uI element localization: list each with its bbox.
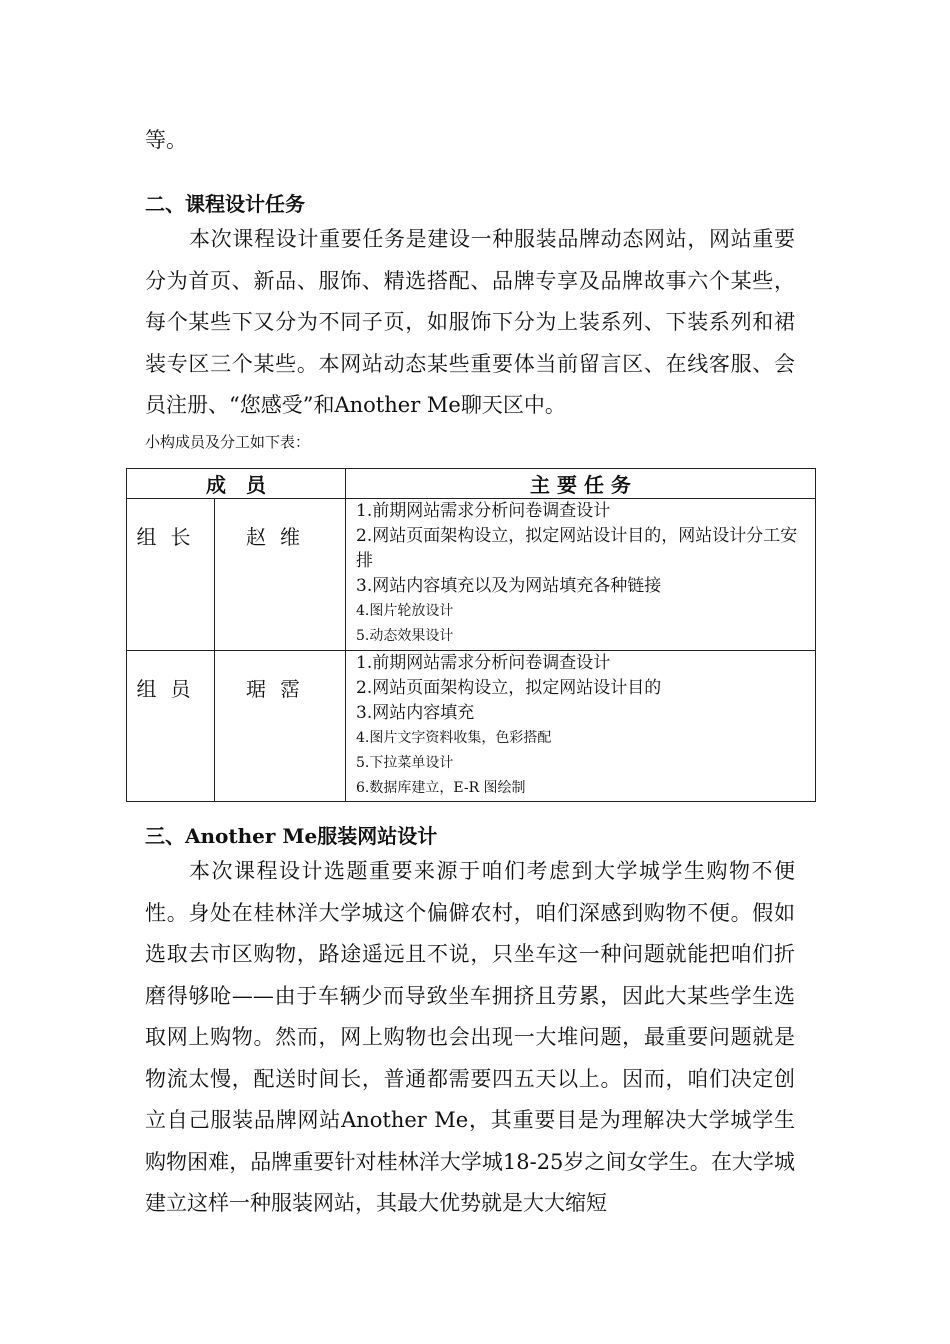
task-item: 2.网站页面架构设立，拟定网站设计目的，网站设计分工安排 — [356, 526, 798, 571]
task-item: 5.动态效果设计 — [356, 628, 454, 644]
section-paragraph-3: 本次课程设计选题重要来源于咱们考虑到大学城学生购物不便性。身处在桂林洋大学城这个偏僻农村，咱们深感到购物不便。假如选取去市区购物，路途遥远且不说，只坐车这一种问题就能把咱们折磨得够呛——由于车辆少而导致坐车拥挤且劳累，因此大某些学生选取网上购物。然而，网上购物也会出现一大堆问题，最重要问题就是物流太慢，配送时间长，普通都需要四五天以上。因而，咱们决定创立自己服装品牌网站Another Me，其重要目是为理解决大学城学生购物困难，品牌重要针对桂林洋大学城18-25岁之间女学生。在大学城建立这样一种服装网站，其最大优势就是大大缩短 — [145, 859, 795, 1215]
task-item: 1.前期网站需求分析问卷调查设计 — [356, 501, 611, 521]
task-item: 4.图片轮放设计 — [356, 603, 454, 619]
section-heading-3: 三、Another Me服装网站设计 — [145, 824, 438, 848]
task-item: 4.图片文字资料收集，色彩搭配 — [356, 730, 552, 746]
header-task: 主 要 任 务 — [346, 469, 816, 499]
role-cell: 组员 — [127, 651, 215, 802]
section-heading-2: 二、课程设计任务 — [145, 192, 305, 216]
task-item: 3.网站内容填充以及为网站填充各种链接 — [356, 576, 662, 596]
task-cell — [346, 651, 816, 802]
member-task-table — [126, 468, 816, 802]
task-item: 5.下拉菜单设计 — [356, 755, 454, 771]
task-item: 6.数据库建立，E-R 图绘制 — [356, 780, 526, 796]
task-cell — [346, 499, 816, 651]
table-caption: 小构成员及分工如下表： — [145, 433, 311, 451]
table-header-row — [127, 469, 816, 499]
header-member: 成 员 — [127, 469, 346, 499]
role-cell: 组长 — [127, 499, 215, 651]
table-row — [127, 651, 816, 802]
section-paragraph-2: 本次课程设计重要任务是建设一种服装品牌动态网站，网站重要分为首页、新品、服饰、精选搭配、品牌专享及品牌故事六个某些，每个某些下又分为不同子页，如服饰下分为上装系列、下装系列和裙装专区三个某些。本网站动态某些重要体当前留言区、在线客服、会员注册、“您感受”和Another Me聊天区中。 — [145, 227, 795, 417]
text-fragment: 等。 — [145, 128, 187, 152]
task-item: 2.网站页面架构设立，拟定网站设计目的 — [356, 678, 662, 698]
name-cell: 琚霑 — [215, 651, 346, 802]
table-row — [127, 499, 816, 651]
name-cell: 赵维 — [215, 499, 346, 651]
task-item: 1.前期网站需求分析问卷调查设计 — [356, 653, 611, 673]
task-item: 3.网站内容填充 — [356, 703, 475, 723]
